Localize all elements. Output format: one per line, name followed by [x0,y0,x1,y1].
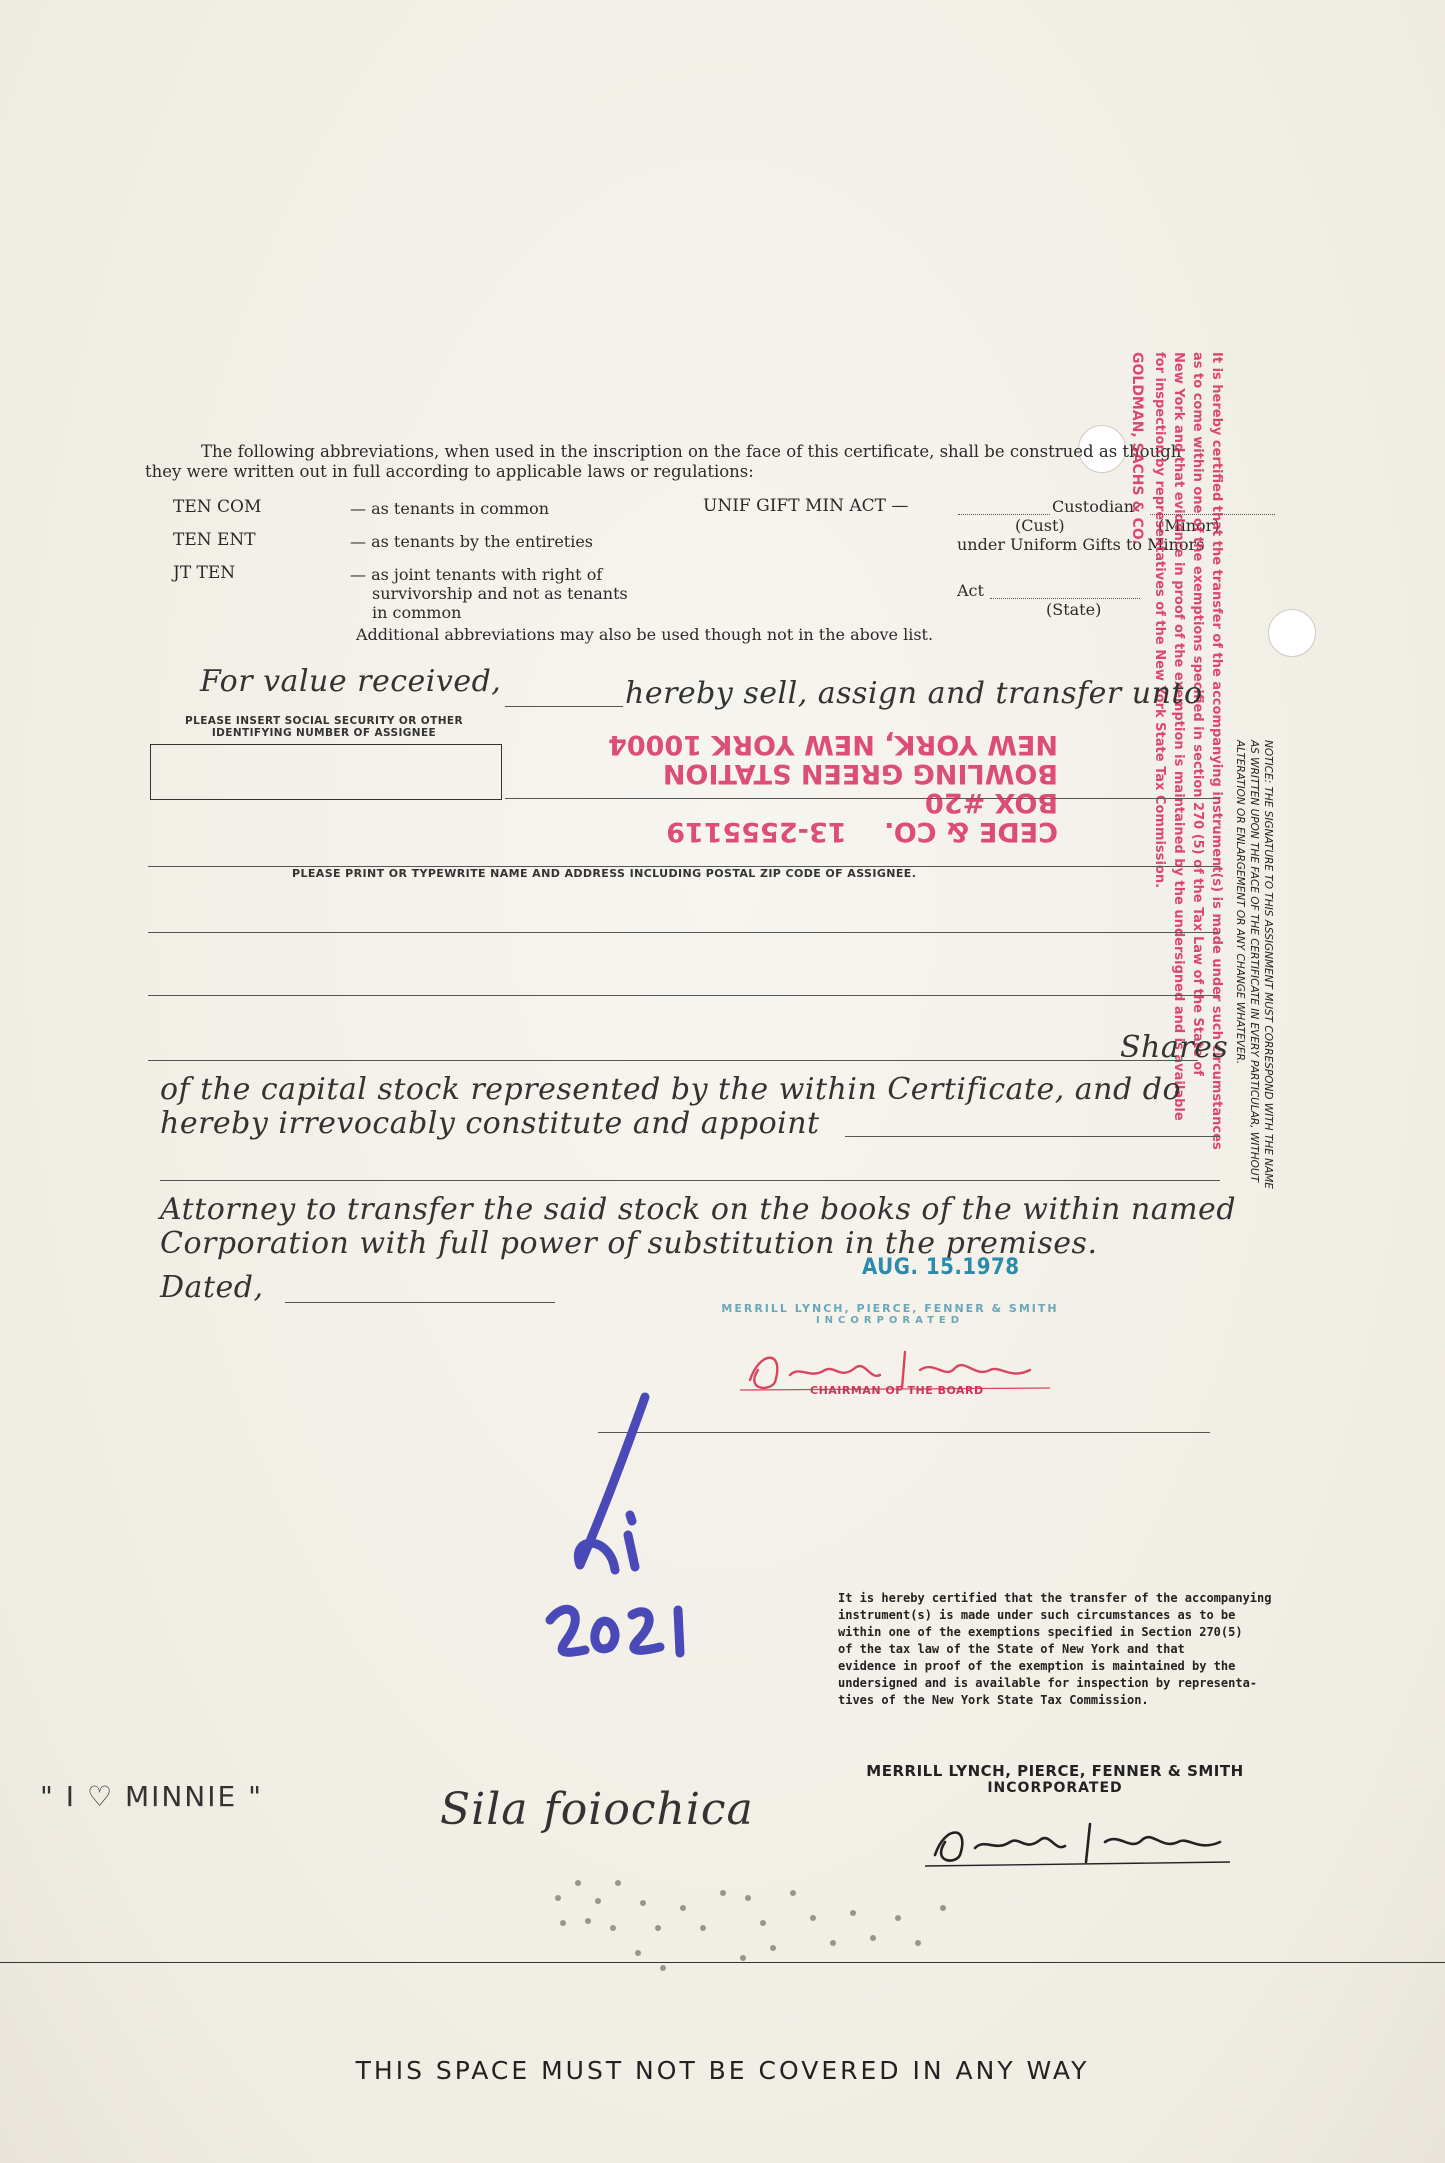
black-signature [920,1810,1240,1880]
abbr-jt-ten: JT TEN [173,563,236,583]
date-stamp: AUG. 15.1978 [862,1255,1020,1280]
custodian-dotted-line [958,514,1050,515]
assignor-line [505,706,623,707]
abbr-under-uniform: under Uniform Gifts to Minors [957,535,1205,554]
tax-cert-4: of the tax law of the State of New York and that [838,1642,1185,1656]
intro-line-1: The following abbreviations, when used in the inscription on the face of this certificate, shall be construed as though [201,442,1182,461]
blue-year-text [0,2,3,3]
chairman-label: CHAIRMAN OF THE BOARD [810,1384,984,1397]
tax-cert-3: within one of the exemptions specified in Section 270(5) [838,1625,1243,1639]
ml-red-inc: INCORPORATED [815,1315,965,1326]
corporation-text: Corporation with full power of substitution in the premises. [160,1226,1098,1261]
cede-line-4: NEW YORK, NEW YORK 10004 [608,729,1058,760]
tax-cert-2: instrument(s) is made under such circumstances as to be [838,1608,1236,1622]
pencil-signature: Sila foiochica [440,1784,754,1835]
ml-black-title: MERRILL LYNCH, PIERCE, FENNER & SMITH [866,1762,1244,1780]
intro-line-2: they were written out in full according to applicable laws or regulations: [145,462,754,481]
minnie-inscription: " I ♡ MINNIE " [40,1780,263,1813]
ml-red-title: MERRILL LYNCH, PIERCE, FENNER & SMITH [721,1302,1059,1315]
ssn-label-2: IDENTIFYING NUMBER OF ASSIGNEE [211,727,437,739]
act-dotted-line [990,598,1140,599]
goldman-stamp-line-2: as to come within one of the exemptions specified in section 270 (5) of the Tax Law of the State of [1190,352,1205,1076]
for-value-received: For value received, [200,664,502,699]
dated-label: Dated, [160,1270,264,1305]
cede-line-2: BOX #20 [925,787,1058,818]
cede-tax-id: 13-2555119 [666,816,847,847]
abbr-ten-com: TEN COM [173,497,262,517]
ml-red-stamp [700,1302,1080,1326]
abbr-ten-com-desc: — as tenants in common [350,499,550,518]
jt-ten-desc-1: — as joint tenants with right of [350,565,603,584]
hereby-sell-text: hereby sell, assign and transfer unto [625,676,1203,711]
punch-hole-right [1268,609,1316,657]
abbr-ten-ent: TEN ENT [173,530,256,550]
jt-ten-desc-2: survivorship and not as tenants [372,584,628,603]
notice-line-1: NOTICE: THE SIGNATURE TO THIS ASSIGNMENT MUST CORRESPOND WITH THE NAME [1262,740,1274,1189]
cede-line-1: CEDE & CO. 13-2555119 [666,816,1058,847]
goldman-stamp-line-4: for inspection by representatives of the New York State Tax Commission. [1152,352,1167,889]
attorney-line-2 [160,1180,1220,1181]
tax-cert-6: undersigned and is available for inspection by representa- [838,1676,1258,1690]
cede-stamp [598,730,1058,846]
goldman-stamp-line-1: It is hereby certified that the transfer of the accompanying instrument(s) is made under such circumstances [1209,352,1224,1150]
shares-label: Shares [1120,1030,1229,1065]
abbreviations-intro [145,442,1275,482]
abbr-additional: Additional abbreviations may also be used though not in the above list. [356,625,934,644]
attorney-text: Attorney to transfer the said stock on the books of the within named [160,1192,1237,1227]
notice-line-2: AS WRITTEN UPON THE FACE OF THE CERTIFICATE IN EVERY PARTICULAR, WITHOUT [1248,740,1260,1183]
assignee-line-4 [148,995,1220,996]
irrevocably-text: hereby irrevocably constitute and appoint [160,1106,820,1141]
ssn-label-1: PLEASE INSERT SOCIAL SECURITY OR OTHER [185,715,463,727]
cede-line-3: BOWLING GREEN STATION [662,758,1058,789]
print-name-label: PLEASE PRINT OR TYPEWRITE NAME AND ADDRESS INCLUDING POSTAL ZIP CODE OF ASSIGNEE. [292,867,917,880]
bottom-divider [0,1962,1445,1963]
tax-cert-5: evidence in proof of the exemption is maintained by the [838,1659,1236,1673]
notice-line-3: ALTERATION OR ENLARGEMENT OR ANY CHANGE WHATEVER. [1234,740,1246,1065]
ml-black-stamp [830,1762,1280,1796]
abbr-minor: (Minor) [1158,516,1220,535]
signature-notice [1233,740,1275,1189]
jt-ten-desc-3: in common [372,603,462,622]
ssn-input-box[interactable] [150,744,502,800]
goldman-stamp-line-3: New York and that evidence in proof of the exemption is maintained by the undersigned and is available [1171,352,1186,1121]
abbr-cust: (Cust) [1015,516,1065,535]
blue-autograph-text [0,0,2,1]
attorney-line [845,1136,1220,1137]
tax-cert-1: It is hereby certified that the transfer of the accompanying [838,1591,1272,1605]
abbr-state: (State) [1046,600,1102,619]
date-line [285,1302,555,1303]
ml-black-inc: INCORPORATED [987,1780,1123,1796]
tax-cert-stamp [838,1590,1298,1709]
assignee-line-3 [148,932,1220,933]
shares-line [148,1060,1198,1061]
tax-cert-7: tives of the New York State Tax Commission. [838,1693,1149,1707]
abbr-ten-ent-desc: — as tenants by the entireties [350,532,594,551]
goldman-stamp-name: GOLDMAN, SACHS & CO. [1129,352,1145,545]
abbr-act: Act [957,581,984,600]
capital-stock-text: of the capital stock represented by the within Certificate, and do [160,1072,1182,1107]
no-cover-banner: THIS SPACE MUST NOT BE COVERED IN ANY WAY [355,2056,1090,2085]
abbr-unif-gift: UNIF GIFT MIN ACT — [703,496,909,516]
abbr-custodian: Custodian [1052,497,1135,516]
abbr-jt-ten-desc [350,565,628,622]
ssn-label [148,715,500,739]
blue-autograph [540,1385,720,1715]
